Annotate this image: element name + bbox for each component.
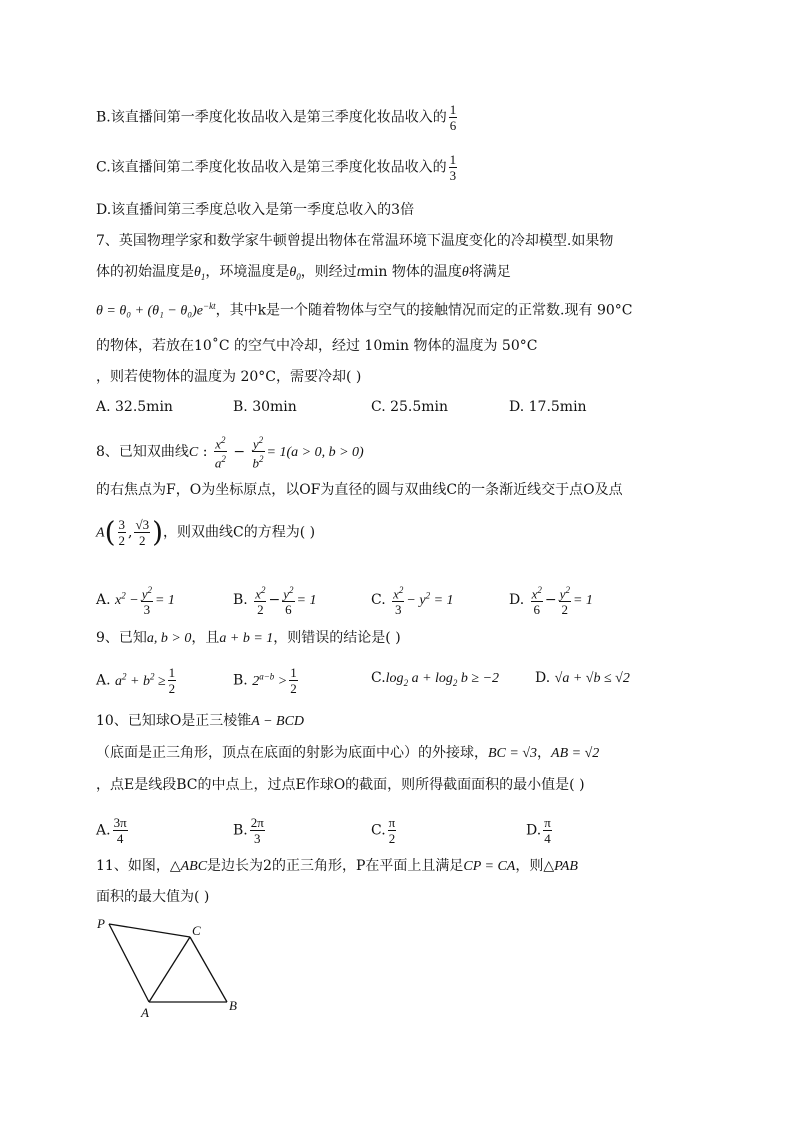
q8-option-a: A. $x^2$ − $\frac{y^2}{3}$ = 1 xyxy=(96,585,175,618)
label-b: B xyxy=(229,998,237,1013)
q7-line2: 体的初始温度是$\theta_1$，环境温度是$\theta_0$，则经过tmin 物体的温度θ将满足 xyxy=(96,264,511,282)
q9-option-c: $C.\log_2$ $a + \log_2 b \ge -2$ xyxy=(371,670,500,688)
segment-cb xyxy=(190,937,227,1002)
q9-option-d: D. √a + √b ≤ √2 xyxy=(535,670,630,686)
q9-line1: 9、已知a, b > 0，且a + b = 1，则错误的结论是( ) xyxy=(96,630,401,646)
option-d-prev: D.该直播间第三季度总收入是第一季度总收入的3倍 xyxy=(96,202,415,218)
q11-figure xyxy=(92,912,252,1022)
q8-option-b: B. $\frac{x^2}{2}$ − $\frac{y^2}{6}$ = 1 xyxy=(233,585,317,618)
q7-option-c: C. 25.5min xyxy=(371,399,449,415)
q11-line1: 11、如图，△ABC是边长为2的正三角形，P在平面上且满足CP = CA，则△PAB xyxy=(96,858,578,874)
q8-option-c: C. $\frac{x^2}{3}$ − $y^2 = 1$ xyxy=(371,585,454,618)
segment-ac xyxy=(149,937,190,1002)
q7-formula-line: $\theta = \theta_0 + (\theta_1 - \theta_0)e^{-kt}$，其中k是一个随着物体与空气的接触情况而定的正常数.现有 90°C xyxy=(96,301,633,319)
q7-line4: 的物体，若放在10˚C 的空气中冷却，经过 10min 物体的温度为 50°C xyxy=(96,338,538,354)
q9-option-b: B. $2^{a-b}$ > $\frac{1}{2}$ xyxy=(233,665,297,696)
q11-line2: 面积的最大值为( ) xyxy=(96,889,210,905)
option-b-prev: B.该直播间第一季度化妆品收入是第三季度化妆品收入的 $\frac{1}{6}$ xyxy=(96,102,457,133)
label-c: C xyxy=(192,923,201,938)
q10-option-d: D. $\frac{\pi}{4}$ xyxy=(526,815,551,846)
q9-option-a: A. $a^2 + b^2$ ≥ $\frac{1}{2}$ xyxy=(96,665,176,696)
q7-option-b: B. 30min xyxy=(233,399,297,415)
q7-option-a: A. 32.5min xyxy=(96,399,173,415)
segment-pc xyxy=(109,924,190,937)
segment-pa xyxy=(109,924,149,1002)
label-a: A xyxy=(141,1005,149,1020)
q8-line3: A( $\frac{3}{2}$ , $\frac{√3}{2}$ )，则双曲线C的方程为( ) xyxy=(96,515,316,549)
q7-line1: 7、英国物理学家和数学家牛顿曾提出物体在常温环境下温度变化的冷却模型.如果物 xyxy=(96,233,614,249)
q8-option-d: D. $\frac{x^2}{6}$ − $\frac{y^2}{2}$ = 1 xyxy=(509,585,593,618)
q10-line3: ，点E是线段BC的中点上，过点E作球O的截面，则所得截面面积的最小值是( ) xyxy=(96,777,585,793)
cooling-formula: θ = θ₀ + (θ₁ − θ₀)e xyxy=(96,303,203,319)
q10-option-c: C. $\frac{\pi}{2}$ xyxy=(371,815,396,846)
q10-option-b: B. $\frac{2\pi}{3}$ xyxy=(233,815,264,846)
q10-line2: （底面是正三角形，顶点在底面的射影为底面中心）的外接球，BC = √3，AB = √2 xyxy=(96,745,600,761)
q7-option-d: D. 17.5min xyxy=(509,399,587,415)
q10-option-a: A. $\frac{3\pi}{4}$ xyxy=(96,815,127,846)
q10-line1: 10、已知球O是正三棱锥A − BCD xyxy=(96,713,305,729)
q8-line1: 8、已知双曲线C : $\frac{x^2}{a^2}$ − $\frac{y^2}{b^2}$ = 1(a > 0, b > 0) xyxy=(96,435,364,471)
q8-line2: 的右焦点为F，O为坐标原点，以OF为直径的圆与双曲线C的一条渐近线交于点O及点 xyxy=(96,482,623,498)
label-p: P xyxy=(97,916,105,931)
option-c-prev: C.该直播间第二季度化妆品收入是第三季度化妆品收入的 $\frac{1}{3}$ xyxy=(96,152,457,183)
q7-line5: ，则若使物体的温度为 20°C，需要冷却( ) xyxy=(96,369,362,385)
